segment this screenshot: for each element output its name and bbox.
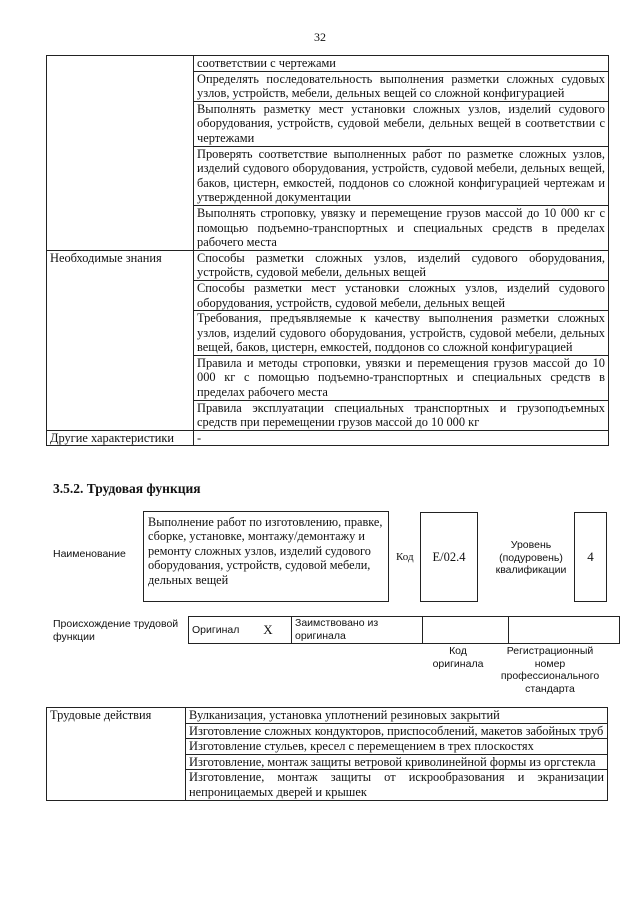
original-label: Оригинал (189, 617, 246, 644)
table-cell: Проверять соответствие выполненных работ по разметке сложных узлов, изделий судового оборудования, устройств, судовой мебели, дельных вещей, баков, цистерн, емкостей, поддонов со сложной конфигурацией чертежам и утвержденной документации (194, 146, 609, 205)
table-cell: Вулканизация, установка уплотнений резиновых закрытий (186, 708, 608, 724)
origin-label: Происхождение трудовой функции (53, 618, 179, 643)
table-cell: Требования, предъявляемые к качеству выполнения разметки сложных узлов, изделий судового оборудования, устройств, судовой мебели, дельных вещей, баков, цистерн, емкостей, поддонов со сложной конфигурацией (194, 311, 609, 356)
code-label: Код (396, 551, 414, 563)
borrowed-label: Заимствовано из оригинала (292, 617, 423, 644)
name-label: Наименование (53, 548, 126, 560)
qualification-level-box (574, 512, 607, 602)
table-row (47, 708, 608, 724)
skills-knowledge-table (46, 55, 609, 446)
row-label-other: Другие характеристики (47, 430, 194, 446)
qualification-level-value: 4 (587, 549, 594, 564)
labor-actions-table (46, 707, 608, 801)
table-cell: Определять последовательность выполнения разметки сложных судовых узлов, устройств, мебели, дельных вещей со сложной конфигурацией (194, 71, 609, 101)
origin-table (188, 616, 620, 644)
section-title: 3.5.2. Трудовая функция (53, 481, 201, 496)
original-mark: X (245, 617, 292, 644)
table-cell: Изготовление сложных кондукторов, приспособлений, макетов забойных труб (186, 723, 608, 739)
table-cell: Изготовление, монтаж защиты ветровой криволинейной формы из оргстекла (186, 754, 608, 770)
reg-number-cell (509, 617, 620, 644)
table-cell: Правила эксплуатации специальных транспортных и грузоподъемных средств при перемещении грузов массой до 10 000 кг (194, 400, 609, 430)
table-row (189, 617, 620, 644)
table-cell: соответствии с чертежами (194, 56, 609, 72)
table-cell: Выполнять разметку мест установки сложных узлов, изделий судового оборудования, устройств, судовой мебели, дельных вещей в соответствии с чертежами (194, 101, 609, 146)
table-cell: Изготовление, монтаж защиты от искрообразования и экранизации непроницаемых дверей и крышек (186, 770, 608, 800)
table-cell: Способы разметки сложных узлов, изделий судового оборудования, устройств, судовой мебели, дельных вещей (194, 250, 609, 280)
qualification-level-label: Уровень (подуровень) квалификации (495, 539, 567, 576)
code-original-cell (423, 617, 509, 644)
table-cell: Изготовление стульев, кресел с перемещением в трех плоскостях (186, 739, 608, 755)
table-cell: Правила и методы строповки, увязки и перемещения грузов массой до 10 000 кг с помощью подъемно-транспортных и специальных средств в пределах рабочего места (194, 355, 609, 400)
table-row (47, 430, 609, 446)
function-name-box: Выполнение работ по изготовлению, правке, сборке, установке, монтажу/демонтажу и ремонту сложных узлов, изделий судового оборудования, устройств, судовой мебели, дельных вещей (143, 511, 389, 602)
row-label-actions: Трудовые действия (47, 708, 186, 801)
function-code-box (420, 512, 478, 602)
table-row (47, 250, 609, 280)
table-row (47, 56, 609, 72)
code-original-label: Код оригинала (432, 645, 484, 670)
reg-number-label: Регистрационный номер профессионального стандарта (500, 645, 600, 695)
table-cell: Выполнять строповку, увязку и перемещение грузов массой до 10 000 кг с помощью подъемно-транспортных и специальных средств в пределах рабочего места (194, 205, 609, 250)
table-cell: Способы разметки мест установки сложных узлов, изделий судового оборудования, устройств, судовой мебели, дельных вещей (194, 280, 609, 310)
row-label-knowledge: Необходимые знания (47, 250, 194, 430)
row-label-skills (47, 56, 194, 251)
page-number: 32 (314, 30, 326, 44)
function-code-value: E/02.4 (432, 549, 466, 564)
table-cell: - (194, 430, 609, 446)
